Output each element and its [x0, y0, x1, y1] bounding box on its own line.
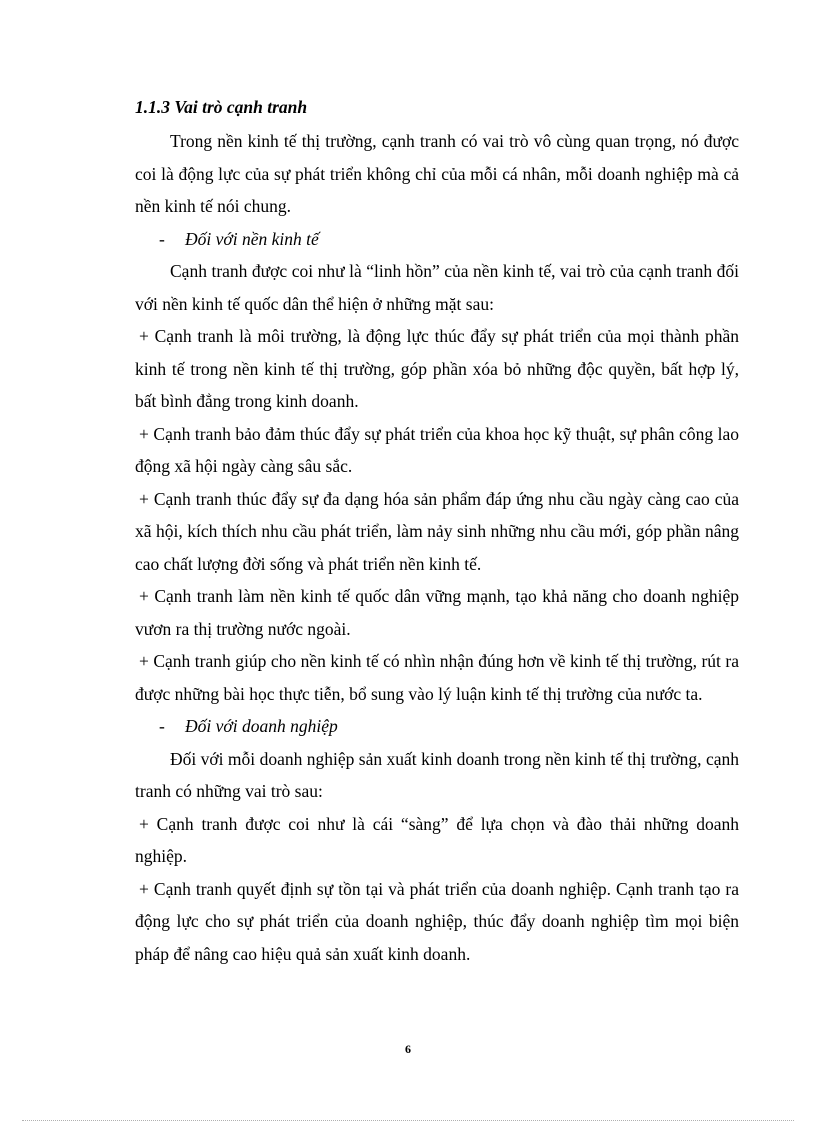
dash-bullet: - — [159, 228, 165, 249]
subsection-title-economy — [135, 223, 739, 256]
footer-divider — [22, 1120, 794, 1121]
page-content — [135, 96, 739, 970]
section-heading: 1.1.3 Vai trò cạnh tranh — [135, 97, 308, 117]
subsection-title-text: Đối với doanh nghiệp — [185, 716, 338, 736]
enterprise-item: + Cạnh tranh quyết định sự tồn tại và phát triển của doanh nghiệp. Cạnh tranh tạo ra động lực cho sự phát triển của doanh nghiệp, thúc đẩy doanh nghiệp tìm mọi biện pháp để nâng cao hiệu quả sản xuất kinh doanh. — [135, 878, 739, 964]
subsection-title-enterprise — [135, 710, 739, 743]
enterprise-item: + Cạnh tranh được coi như là cái “sàng” để lựa chọn và đào thải những doanh nghiệp. — [135, 813, 739, 866]
page-number: 6 — [405, 1042, 411, 1056]
economy-item: + Cạnh tranh làm nền kinh tế quốc dân vững mạnh, tạo khả năng cho doanh nghiệp vươn ra thị trường nước ngoài. — [135, 586, 739, 639]
economy-lead-paragraph: Cạnh tranh được coi như là “linh hồn” của nền kinh tế, vai trò của cạnh tranh đối với nền kinh tế quốc dân thể hiện ở những mặt sau: — [135, 261, 739, 314]
economy-item: + Cạnh tranh là môi trường, là động lực thúc đẩy sự phát triển của mọi thành phần kinh tế trong nền kinh tế thị trường, góp phần xóa bỏ những độc quyền, bất hợp lý, bất bình đẳng trong kinh doanh. — [135, 326, 739, 411]
economy-item: + Cạnh tranh thúc đẩy sự đa dạng hóa sản phẩm đáp ứng nhu cầu ngày càng cao của xã hội, kích thích nhu cầu phát triển, làm nảy sinh những nhu cầu mới, góp phần nâng cao chất lượng đời sống và phát triển nền kinh tế. — [135, 488, 739, 574]
intro-paragraph: Trong nền kinh tế thị trường, cạnh tranh có vai trò vô cùng quan trọng, nó được coi là động lực của sự phát triển không chỉ của mỗi cá nhân, mỗi doanh nghiệp mà cả nền kinh tế nói chung. — [135, 131, 739, 216]
subsection-title-text: Đối với nền kinh tế — [185, 228, 319, 249]
economy-item: + Cạnh tranh giúp cho nền kinh tế có nhìn nhận đúng hơn về kinh tế thị trường, rút ra được những bài học thực tiễn, bổ sung vào lý luận kinh tế thị trường của nước ta. — [135, 651, 739, 704]
enterprise-lead-paragraph: Đối với mỗi doanh nghiệp sản xuất kinh doanh trong nền kinh tế thị trường, cạnh tranh có những vai trò sau: — [135, 748, 739, 801]
dash-bullet: - — [159, 716, 165, 736]
economy-item: + Cạnh tranh bảo đảm thúc đẩy sự phát triển của khoa học kỹ thuật, sự phân công lao động xã hội ngày càng sâu sắc. — [135, 423, 739, 476]
